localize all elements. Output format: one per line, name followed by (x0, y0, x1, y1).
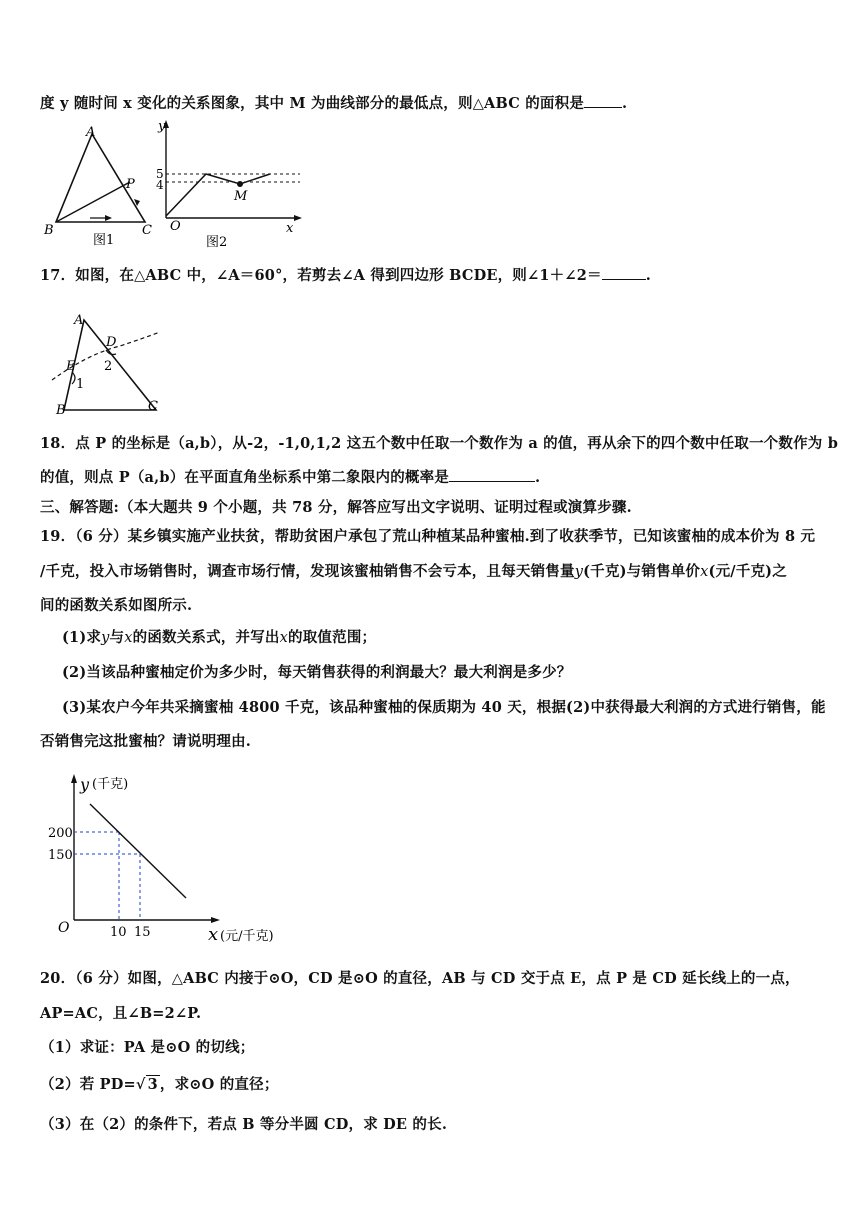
label-1: 1 (76, 377, 85, 392)
function-line (90, 804, 186, 898)
label-a: A (74, 313, 84, 328)
q19-line2 (40, 560, 787, 581)
xtick-10: 10 (110, 925, 127, 940)
var-x: x (700, 564, 709, 580)
label-b: B (56, 403, 66, 418)
q18-end: . (535, 469, 541, 486)
q20-part1: （1）求证：PA 是⊙O 的切线； (40, 1039, 255, 1056)
q19-part2: (2)当该品种蜜柚定价为多少时，每天销售获得的利润最大？最大利润是多少？ (62, 664, 572, 681)
y-label: y (80, 775, 90, 794)
var-y: y (574, 564, 584, 580)
segment-bp (56, 182, 130, 222)
p2-a: （2）若 PD= (40, 1076, 136, 1093)
origin-o: O (58, 920, 70, 936)
x-unit: (元/千克) (220, 929, 274, 944)
q19-part1 (62, 626, 376, 647)
q20-part3: （3）在（2）的条件下，若点 B 等分半圆 CD，求 DE 的长. (40, 1116, 448, 1133)
axis-x-label: x (286, 221, 294, 236)
q18-line2 (40, 466, 540, 487)
y-unit: (千克) (92, 777, 129, 792)
label-c: C (142, 223, 152, 238)
axis-y-label: y (158, 119, 166, 134)
q20-line2: AP=AC，且∠B=2∠P. (40, 1005, 202, 1022)
q19-line2-part3: (元/千克)之 (708, 563, 787, 580)
q16-figure-1 (40, 122, 160, 252)
q16-figure-2 (150, 118, 310, 252)
answer-blank (584, 93, 622, 108)
answer-blank (602, 265, 646, 280)
q19-graph (44, 770, 294, 948)
q16-end: . (622, 95, 628, 112)
x-label: x (208, 924, 219, 945)
var-x: x (124, 630, 133, 646)
q19-part3-line1: (3)某农户今年共采摘蜜柚 4800 千克，该品种蜜柚的保质期为 40 天，根据(2)中获得最大利润的方式进行销售，能 (62, 699, 826, 716)
q19-line3: 间的函数关系如图所示. (40, 597, 193, 614)
q16-stem: 度 y 随时间 x 变化的关系图象，其中 M 为曲线部分的最低点，则△ABC 的面积是 (40, 95, 585, 112)
radicand: 3 (147, 1076, 158, 1093)
point-m (237, 181, 243, 187)
q17-end: . (645, 267, 651, 284)
label-d: D (106, 335, 117, 350)
p2-b: ，求⊙O 的直径； (159, 1076, 279, 1093)
label-2: 2 (104, 359, 113, 374)
q19-line2-part2: (千克)与销售单价 (583, 563, 701, 580)
origin-o: O (170, 219, 181, 234)
p1-a: (1)求 (62, 629, 102, 646)
p1-d: 的取值范围； (288, 629, 377, 646)
section-heading: 三、解答题:（本大题共 9 个小题，共 78 分，解答应写出文字说明、证明过程或演算步骤. (40, 499, 632, 516)
xtick-15: 15 (134, 925, 151, 940)
q16-text (40, 92, 627, 113)
q18-stem: 的值，则点 P（a,b）在平面直角坐标系中第二象限内的概率是 (40, 469, 450, 486)
q19-part3-line2: 否销售完这批蜜柚？请说明理由. (40, 733, 252, 750)
q17-figure (48, 306, 178, 418)
ytick-200: 200 (48, 826, 73, 841)
q18-line1: 18．点 P 的坐标是（a,b），从-2，-1,0,1,2 这五个数中任取一个数作为 a 的值，再从余下的四个数中任取一个数作为 b (40, 435, 839, 452)
label-p: P (126, 177, 135, 192)
label-c: C (148, 399, 158, 414)
fig2-caption: 图2 (206, 235, 228, 250)
q17-text (40, 264, 651, 285)
p1-b: 与 (109, 629, 125, 646)
tick-4: 4 (156, 178, 164, 192)
q20-line1: 20．（6 分）如图，△ABC 内接于⊙O，CD 是⊙O 的直径，AB 与 CD 交于点 E，点 P 是 CD 延长线上的一点， (40, 970, 800, 987)
fig1-caption: 图1 (93, 233, 115, 248)
label-b: B (44, 223, 54, 238)
q19-line1: 19．（6 分）某乡镇实施产业扶贫，帮助贫困户承包了荒山种植某品种蜜柚.到了收获季节，已知该蜜柚的成本价为 8 元 (40, 528, 816, 545)
var-x: x (279, 630, 289, 646)
tick-5: 5 (156, 167, 164, 181)
ytick-150: 150 (48, 848, 73, 863)
label-e: E (66, 359, 76, 374)
p1-c: 的函数关系式，并写出 (132, 629, 280, 646)
q19-line2-part1: /千克，投入市场销售时，调查市场行情，发现该蜜柚销售不会亏本，且每天销售量 (40, 563, 575, 580)
q17-stem: 17．如图，在△ABC 中，∠A＝60°，若剪去∠A 得到四边形 BCDE，则∠1＋∠2＝ (40, 267, 602, 284)
curve (166, 174, 270, 216)
var-y: y (101, 630, 110, 646)
label-m: M (234, 189, 248, 204)
label-a: A (86, 125, 96, 140)
q20-part2 (40, 1073, 279, 1094)
answer-blank (449, 467, 535, 482)
sqrt-symbol: √ 3 (135, 1076, 158, 1093)
